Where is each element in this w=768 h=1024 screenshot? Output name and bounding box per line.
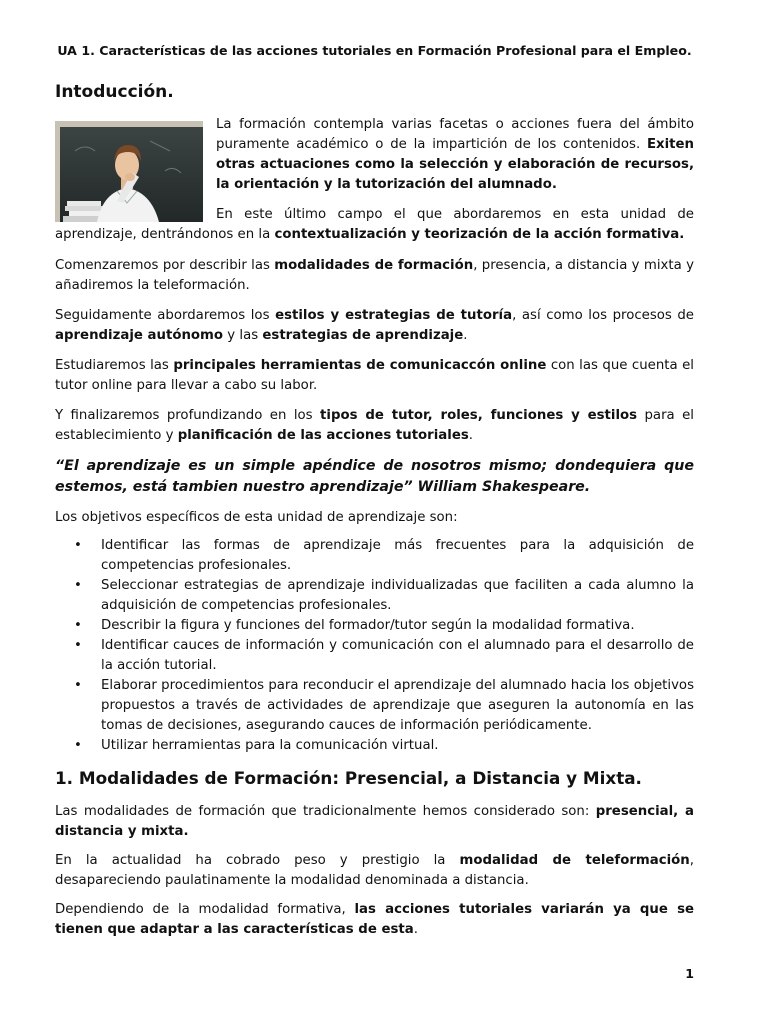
intro-heading: Intoducción. <box>55 82 174 102</box>
intro-paragraph-1: La formación contempla varias facetas o acciones fuera del ámbito puramente académico o de la impartición de los contenidos. Exiten otras actuaciones como la selección y elaboración de recursos, la orientación y la tutorización del alumnado. <box>216 117 694 192</box>
objectives-list <box>55 536 694 756</box>
paragraph-tipos-tutor: Y finalizaremos profundizando en los tipos de tutor, roles, funciones y estilos para el establecimiento y planificación de las acciones tutoriales. <box>55 408 694 443</box>
paragraph-estilos: Seguidamente abordaremos los estilos y estrategias de tutoría, así como los procesos de aprendizaje autónomo y las estrategias de aprendizaje. <box>55 308 694 343</box>
intro-paragraph-2: En este último campo el que abordaremos en esta unidad de aprendizaje, dentrándonos en la contextualización y teorización de la acción formativa. <box>55 207 694 242</box>
section-1-paragraph-3: Dependiendo de la modalidad formativa, las acciones tutoriales variarán ya que se tienen que adaptar a las características de esta. <box>55 902 694 937</box>
objective-item: • Identificar cauces de información y comunicación con el alumnado para el desarrollo de la acción tutorial. <box>55 636 694 676</box>
objective-item: • Identificar las formas de aprendizaje más frecuentes para la adquisición de competencias profesionales. <box>55 536 694 576</box>
objectives-intro: Los objetivos específicos de esta unidad de aprendizaje son: <box>55 510 458 525</box>
section-1-paragraph-1: Las modalidades de formación que tradicionalmente hemos considerado son: presencial, a distancia y mixta. <box>55 804 694 839</box>
section-1-heading: 1. Modalidades de Formación: Presencial, a Distancia y Mixta. <box>55 768 642 788</box>
objective-item: • Elaborar procedimientos para reconducir el aprendizaje del alumnado hacia los objetivos propuestos a través de actividades de aprendizaje que aseguren la autonomía en las tomas de decisiones, asegurando cauces de información periódicamente. <box>55 676 694 736</box>
page-number: 1 <box>685 966 694 981</box>
paragraph-herramientas: Estudiaremos las principales herramientas de comunicaccón online con las que cuenta el tutor online para llevar a cabo su labor. <box>55 358 694 393</box>
section-1-paragraph-2: En la actualidad ha cobrado peso y prestigio la modalidad de teleformación, desapareciendo paulatinamente la modalidad denominada a distancia. <box>55 853 695 888</box>
shakespeare-quote: “El aprendizaje es un simple apéndice de nosotros mismo; dondequiera que estemos, está tambien nuestro aprendizaje” William Shakespeare. <box>55 458 694 495</box>
objective-item: • Describir la figura y funciones del formador/tutor según la modalidad formativa. <box>55 616 694 636</box>
paragraph-modalidades: Comenzaremos por describir las modalidades de formación, presencia, a distancia y mixta y añadiremos la teleformación. <box>55 258 694 293</box>
document-header: UA 1. Características de las acciones tutoriales en Formación Profesional para el Empleo. <box>57 43 692 58</box>
objective-item: • Seleccionar estrategias de aprendizaje individualizadas que faciliten a cada alumno la adquisición de competencias profesionales. <box>55 576 694 616</box>
objective-item: • Utilizar herramientas para la comunicación virtual. <box>55 736 694 756</box>
